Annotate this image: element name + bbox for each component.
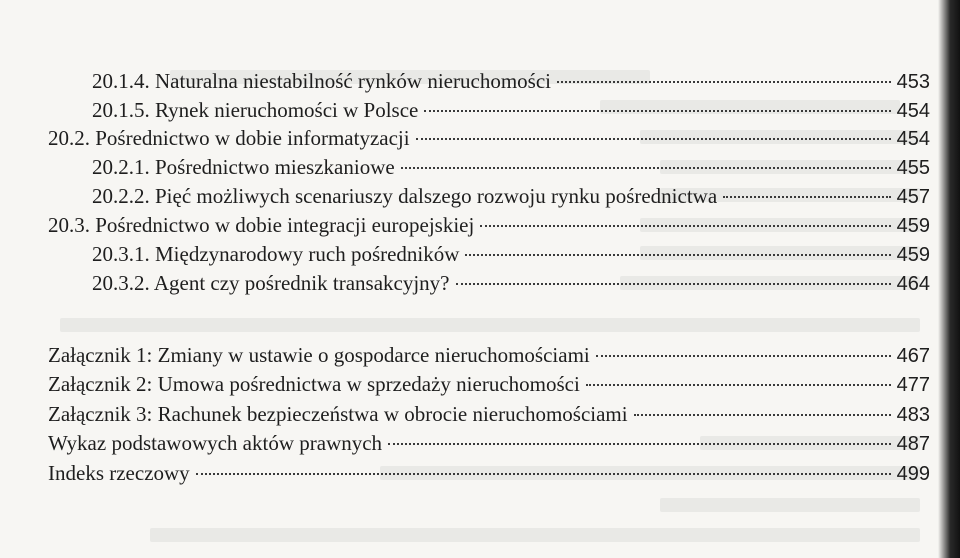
dot-leader (480, 225, 890, 227)
toc-entry-title: 20.2. Pośrednictwo w dobie informatyzacji (48, 126, 410, 150)
toc-entry-page: 483 (896, 404, 930, 426)
toc-entry (48, 399, 930, 429)
dot-leader (557, 81, 891, 83)
toc-entry-title: Wykaz podstawowych aktów prawnych (48, 431, 383, 455)
toc-entry-page: 457 (896, 186, 930, 208)
toc-entry-page: 459 (896, 215, 930, 237)
toc-entry-page: 487 (896, 433, 930, 455)
toc-entry (92, 239, 930, 269)
toc-entry-title: Załącznik 2: Umowa pośrednictwa w sprzedaży nieruchomości (48, 372, 580, 396)
dot-leader (401, 167, 891, 169)
toc-entry-page: 499 (896, 463, 930, 485)
toc-entry-title: 20.3.2. Agent czy pośrednik transakcyjny? (92, 271, 450, 295)
toc-entry (48, 210, 930, 240)
dot-leader (596, 355, 891, 357)
toc-entry-title: 20.1.4. Naturalna niestabilność rynków nieruchomości (92, 69, 551, 93)
toc-entry-title: Indeks rzeczowy (48, 461, 190, 485)
toc-entry-page: 454 (896, 100, 930, 122)
toc-entry (92, 95, 930, 125)
toc-entry (48, 458, 930, 488)
toc-entry-title: 20.2.2. Pięć możliwych scenariuszy dalszego rozwoju rynku pośrednictwa (92, 184, 718, 208)
toc-entry-title: 20.2.1. Pośrednictwo mieszkaniowe (92, 155, 395, 179)
toc-entry-page: 453 (896, 71, 930, 93)
toc-entry (48, 123, 930, 153)
dot-leader (196, 473, 891, 475)
dot-leader (388, 443, 891, 445)
toc-entry-title: 20.3. Pośrednictwo w dobie integracji europejskiej (48, 213, 475, 237)
toc-entry-title: Załącznik 1: Zmiany w ustawie o gospodarce nieruchomościami (48, 343, 590, 367)
toc-entry-page: 477 (896, 374, 930, 396)
dot-leader (723, 196, 890, 198)
dot-leader (416, 138, 891, 140)
toc-entry-title: Załącznik 3: Rachunek bezpieczeństwa w obrocie nieruchomościami (48, 402, 628, 426)
toc-entry-title: 20.1.5. Rynek nieruchomości w Polsce (92, 98, 419, 122)
dot-leader (424, 110, 890, 112)
toc-entry (92, 66, 930, 96)
toc-entry-page: 467 (896, 345, 930, 367)
toc-entry (92, 152, 930, 182)
toc-entry-title: 20.3.1. Międzynarodowy ruch pośredników (92, 242, 460, 266)
toc-entry (48, 369, 930, 399)
dot-leader (586, 384, 891, 386)
dot-leader (456, 283, 891, 285)
toc-entry-page: 454 (896, 128, 930, 150)
toc-entry (92, 181, 930, 211)
toc-entry (92, 268, 930, 298)
toc-entry (48, 428, 930, 458)
dot-leader (634, 414, 891, 416)
toc-entry-page: 464 (896, 273, 930, 295)
toc-entry-page: 455 (896, 157, 930, 179)
toc-entry (48, 340, 930, 370)
dot-leader (465, 254, 890, 256)
toc-entry-page: 459 (896, 244, 930, 266)
